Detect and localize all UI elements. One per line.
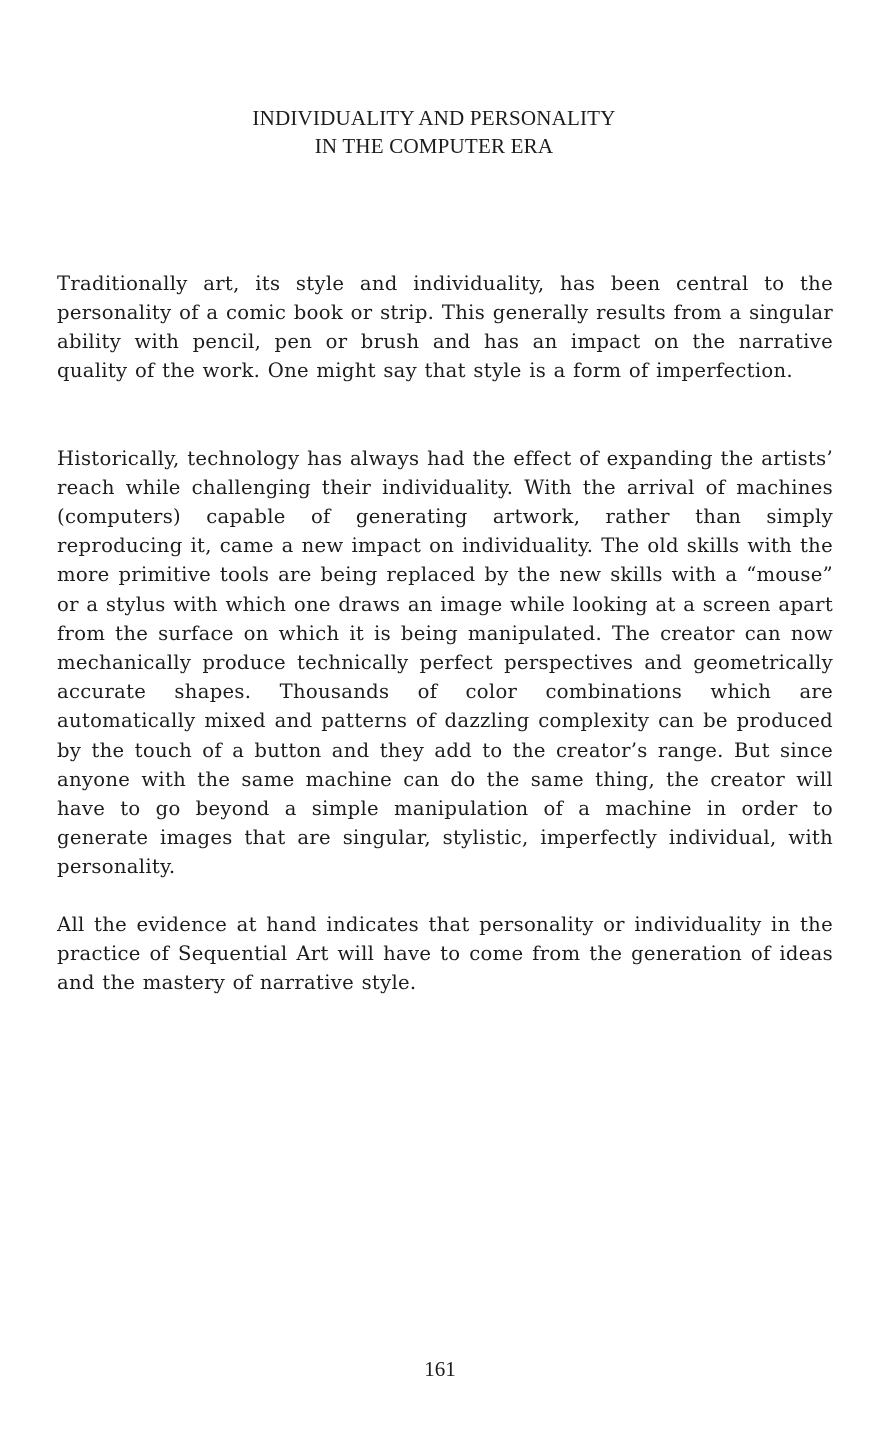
page-number: 161 [424, 1357, 456, 1381]
chapter-title-line-2: IN THE COMPUTER ERA [314, 134, 554, 158]
paragraph-3: All the evidence at hand indicates that personality or individuality in the practice of Sequential Art will have to come from the generation of ideas and the mastery of narrative style. [57, 912, 833, 994]
paragraph-2: Historically, technology has always had the effect of expanding the artists’ reach while challenging their individuality. With the arrival of machines (computers) capable of generating artwork, rather than simply reproducing it, came a new impact on individuality. The old skills with the more primitive tools are being replaced by the new skills with a “mouse” or a stylus with which one draws an image while looking at a screen apart from the surface on which it is being manipulated. The creator can now mechanically produce technically perfect perspectives and geometrically accurate shapes. Thousands of color combinations which are automatically mixed and patterns of dazzling complexity can be produced by the touch of a button and they add to the creator’s range. But since anyone with the same machine can do the same thing, the creator will have to go beyond a simple manipulation of a machine in order to generate images that are singular, stylistic, imperfectly individual, with personality. [57, 446, 833, 879]
chapter-title-line-1: INDIVIDUALITY AND PERSONALITY [252, 106, 616, 130]
paragraph-1: Traditionally art, its style and individuality, has been central to the personality of a comic book or strip. This generally results from a singular ability with pencil, pen or brush and has an impact on the narrative quality of the work. One might say that style is a form of imperfection. [57, 271, 833, 383]
chapter-title [0, 104, 868, 160]
